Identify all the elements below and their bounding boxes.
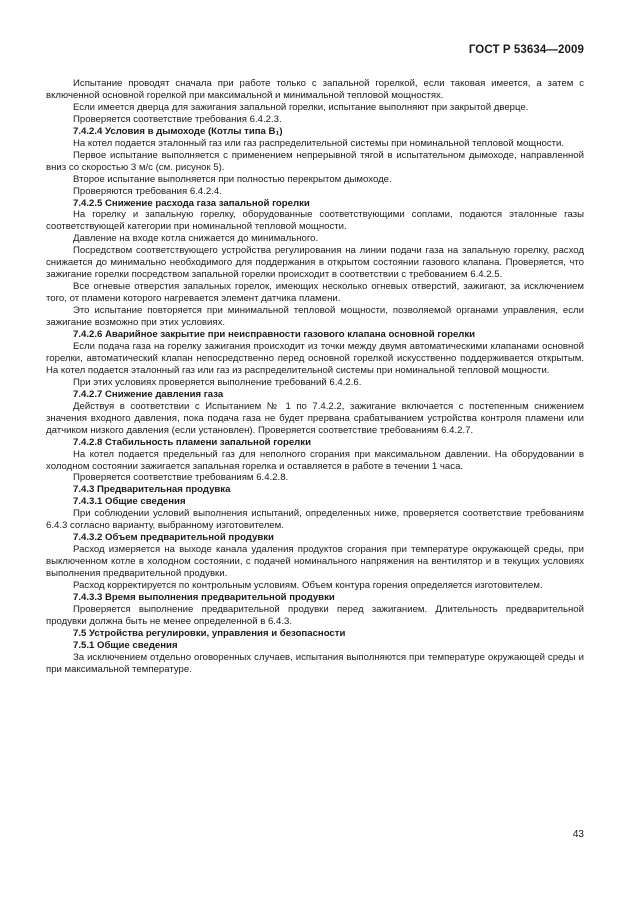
section-heading: 7.4.2.7 Снижение давления газа xyxy=(73,388,224,400)
page-number: 43 xyxy=(572,829,584,840)
body-paragraph: Проверяется соответствие требованиям 6.4.2.8. xyxy=(73,472,289,484)
body-paragraph: Первое испытание выполняется с применением непрерывной тягой в испытательном дымоходе, направленной вниз со скоростью 3 м/с (см. рисунок 5). xyxy=(46,149,584,173)
section-heading: 7.4.2.4 Условия в дымоходе (Котлы типа B₁) xyxy=(73,125,283,137)
body-paragraph: Проверяется выполнение предварительной продувки перед зажиганием. Длительность предварительной продувки должна быть не менее определенной в 6.4.3. xyxy=(46,603,584,627)
body-paragraph: Все огневые отверстия запальных горелок, имеющих несколько огневых отверстий, зажигают, за исключением того, от пламени которого нагревается элемент датчика пламени. xyxy=(46,281,584,305)
body-paragraph: На горелку и запальную горелку, оборудованные соответствующими соплами, подаются эталонные газы соответствующей категории при номинальной тепловой мощности. xyxy=(46,209,584,233)
section-heading: 7.4.3.2 Объем предварительной продувки xyxy=(73,532,274,544)
body-paragraph: Посредством соответствующего устройства регулирования на линии подачи газа на запальную горелку, расход снижается до минимально необходимого для поддержания в открытом состоянии газового клапана. Проверяется, что зажигание горелки посредством запальной горелки происходит в соответствии с требованием 6.4.2.5. xyxy=(46,245,584,281)
body-paragraph: При соблюдении условий выполнения испытаний, определенных ниже, проверяется соответствие требованиям 6.4.3 согласно варианту, выбранному изготовителем. xyxy=(46,508,584,532)
body-paragraph: Если подача газа на горелку зажигания происходит из точки между двумя автоматическими клапанами основной горелки, автоматический клапан непосредственно перед основной горелкой искусственно поддерживается открытым. На котел подается эталонный газ или газ из распределительной системы при номинальной тепловой мощности. xyxy=(46,340,584,376)
body-paragraph: Если имеется дверца для зажигания запальной горелки, испытание выполняют при закрытой дверце. xyxy=(73,101,529,113)
body-paragraph: Второе испытание выполняется при полностью перекрытом дымоходе. xyxy=(73,173,392,185)
body-paragraph: При этих условиях проверяется выполнение требований 6.4.2.6. xyxy=(73,376,362,388)
body-paragraph: Испытание проводят сначала при работе только с запальной горелкой, если таковая имеется, а затем с включенной основной горелкой при максимальной и минимальной тепловой мощностях. xyxy=(46,78,584,101)
section-heading: 7.4.2.5 Снижение расхода газа запальной горелки xyxy=(73,197,310,209)
document-body xyxy=(46,78,584,676)
body-paragraph: Давление на входе котла снижается до минимального. xyxy=(73,233,319,245)
section-heading: 7.4.2.6 Аварийное закрытие при неисправности газового клапана основной горелки xyxy=(73,329,476,341)
body-paragraph: Действуя в соответствии с Испытанием № 1 по 7.4.2.2, зажигание включается с постепенным снижением значения входного давления, пока подача газа не будет прервана срабатыванием устройства контроля пламени или датчиком низкого давления (если установлен). Проверяется соответствие требованиям 6.4.2.7. xyxy=(46,400,584,436)
section-heading: 7.4.3 Предварительная продувка xyxy=(73,484,231,496)
section-heading: 7.4.3.1 Общие сведения xyxy=(73,496,186,508)
body-paragraph: Проверяются требования 6.4.2.4. xyxy=(73,185,222,197)
body-paragraph: Это испытание повторяется при минимальной тепловой мощности, позволяемой органами управления, если зажигание возможно при этих условиях. xyxy=(46,305,584,329)
body-paragraph: Проверяется соответствие требования 6.4.2.3. xyxy=(73,113,282,125)
body-paragraph: На котел подается предельный газ для неполного сгорания при максимальном давлении. На оборудовании в холодном состоянии зажигается запальная горелка и оставляется в работе в течении 1 часа. xyxy=(46,448,584,472)
section-heading: 7.4.3.3 Время выполнения предварительной продувки xyxy=(73,591,335,603)
section-heading: 7.5.1 Общие сведения xyxy=(73,639,178,651)
body-paragraph: Расход измеряется на выходе канала удаления продуктов сгорания при температуре окружающей среды, при выключенном котле в холодном состоянии, с подачей номинального напряжения на вентилятор и в текущих условиях выполнения предварительной продувки. xyxy=(46,544,584,580)
section-heading: 7.5 Устройства регулировки, управления и безопасности xyxy=(73,627,346,639)
section-heading: 7.4.2.8 Стабильность пламени запальной горелки xyxy=(73,436,311,448)
body-paragraph: На котел подается эталонный газ или газ распределительной системы при номинальной тепловой мощности. xyxy=(73,137,565,149)
body-paragraph: Расход корректируется по контрольным условиям. Объем контура горения определяется изготовителем. xyxy=(73,580,543,592)
body-paragraph: За исключением отдельно оговоренных случаев, испытания выполняются при температуре окружающей среды и при максимальной температуре. xyxy=(46,651,584,675)
document-header: ГОСТ Р 53634—2009 xyxy=(468,44,584,56)
